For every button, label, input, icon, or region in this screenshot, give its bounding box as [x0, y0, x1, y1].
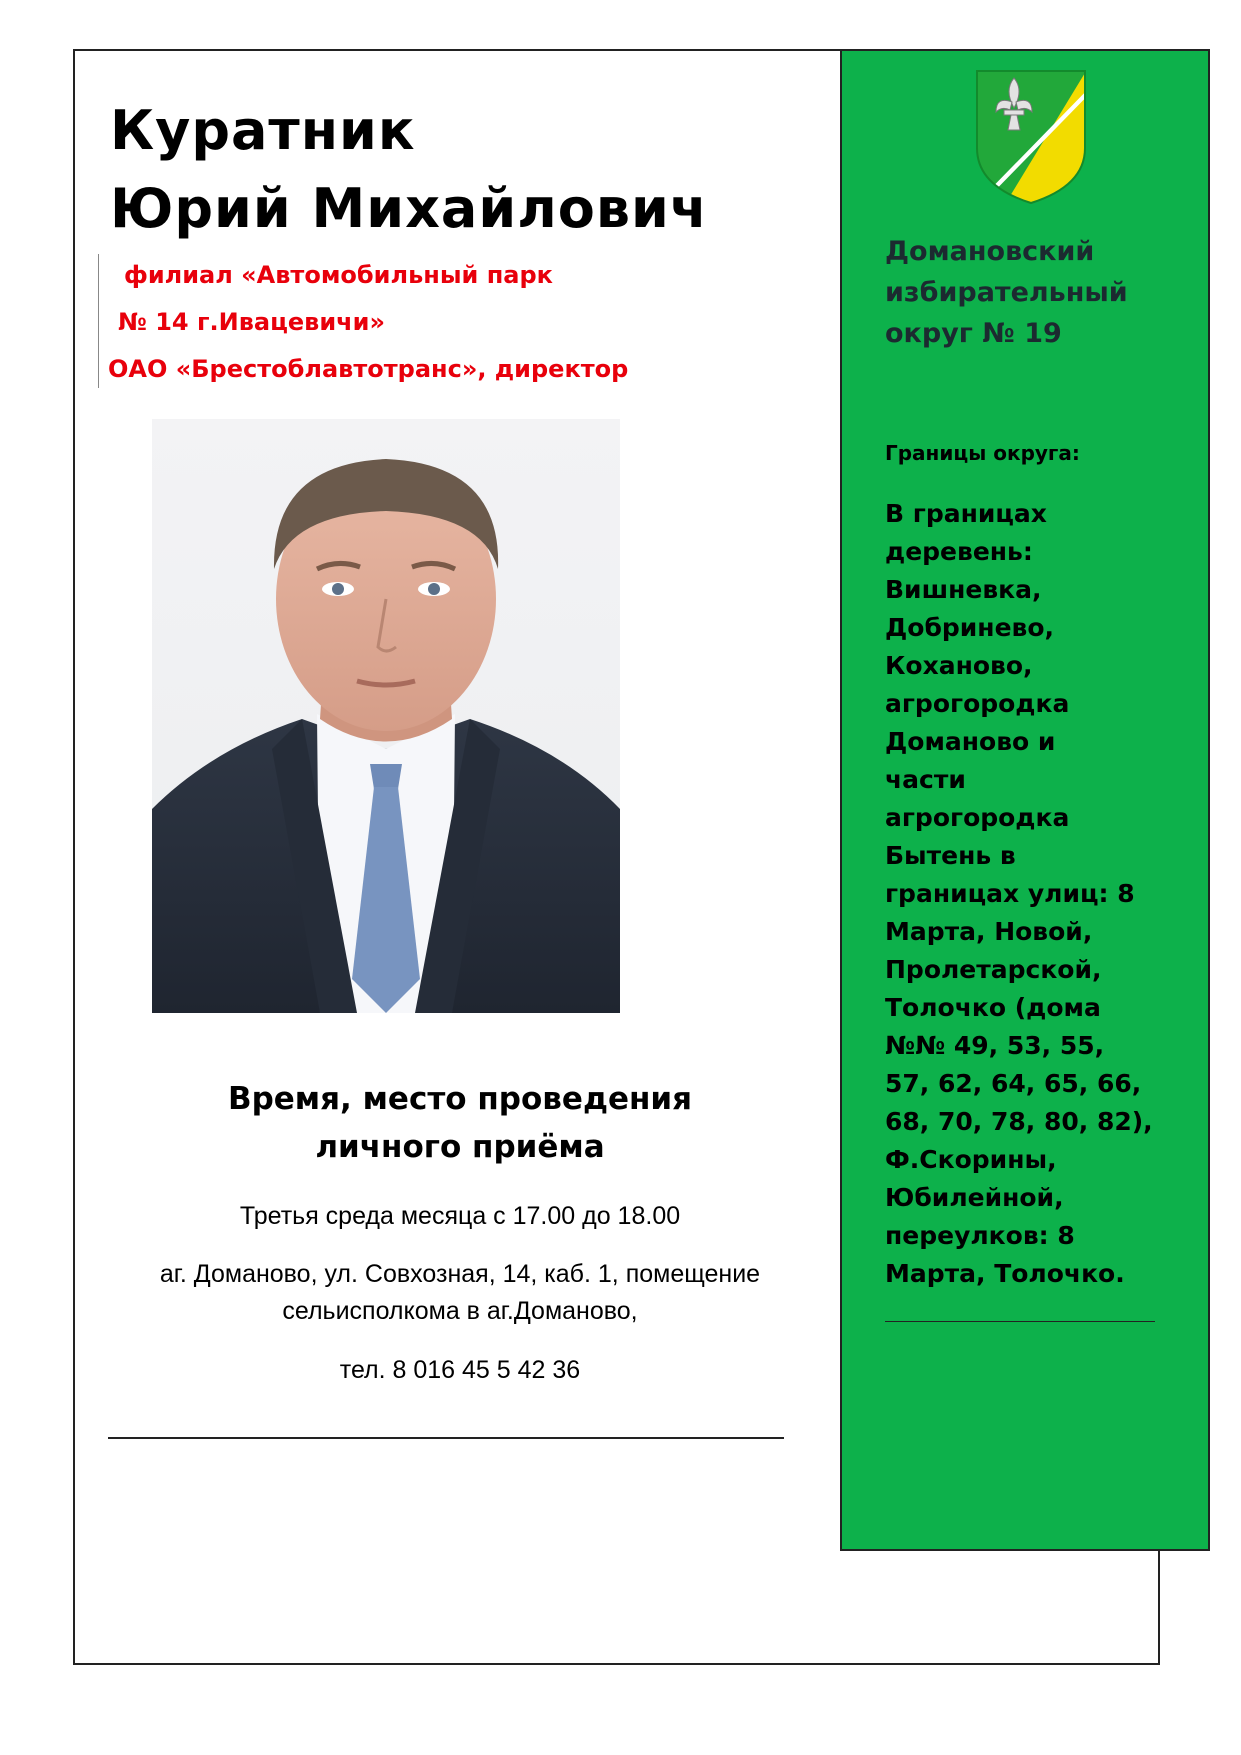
coat-of-arms-icon: [974, 68, 1088, 206]
district-sidebar: [840, 49, 1210, 1551]
boundaries-line: Марта, Новой,: [885, 917, 1093, 946]
reception-title: [130, 1075, 790, 1171]
candidate-surname: Куратник: [110, 99, 416, 162]
reception-time: Третья среда месяца с 17.00 до 18.00: [239, 1202, 681, 1230]
boundaries-line: Ф.Скорины,: [885, 1145, 1057, 1174]
boundaries-line: Бытень в: [885, 841, 1016, 870]
candidate-given-names: Юрий Михайлович: [110, 177, 708, 240]
reception-place-line-1: аг. Доманово, ул. Совхозная, 14, каб. 1, помещение: [159, 1260, 761, 1288]
vertical-divider: [98, 254, 99, 388]
candidate-name: [110, 92, 708, 248]
reception-place-line-2: сельисполкома в аг.Доманово,: [282, 1297, 638, 1325]
boundaries-line: Марта, Толочко.: [885, 1259, 1125, 1288]
boundaries-line: части: [885, 765, 966, 794]
boundaries-line: переулков: 8: [885, 1221, 1075, 1250]
district-line-3: округ № 19: [885, 318, 1062, 349]
position-line-2: № 14 г.Ивацевичи»: [118, 308, 385, 336]
bottom-divider: [108, 1437, 784, 1439]
boundaries-text: [885, 495, 1205, 1293]
boundaries-line: Добринево,: [885, 613, 1055, 642]
district-name: [885, 231, 1128, 354]
boundaries-line: Доманово и: [885, 727, 1056, 756]
district-line-1: Домановский: [885, 236, 1095, 267]
boundaries-title: Границы округа:: [885, 441, 1080, 465]
district-line-2: избирательный: [885, 277, 1128, 308]
boundaries-line: агрогородка: [885, 689, 1070, 718]
portrait-illustration: [152, 419, 620, 1013]
boundaries-line: агрогородка: [885, 803, 1070, 832]
reception-title-line-2: личного приёма: [315, 1129, 605, 1165]
boundaries-line: В границах: [885, 499, 1047, 528]
position-line-1: филиал «Автомобильный парк: [124, 261, 553, 289]
boundaries-line: Коханово,: [885, 651, 1033, 680]
reception-place: [110, 1256, 810, 1330]
boundaries-line: Пролетарской,: [885, 955, 1102, 984]
boundaries-line: №№ 49, 53, 55,: [885, 1031, 1105, 1060]
boundaries-line: деревень:: [885, 537, 1033, 566]
boundaries-line: Юбилейной,: [885, 1183, 1064, 1212]
reception-title-line-1: Время, место проведения: [227, 1081, 693, 1117]
boundaries-line: границах улиц: 8: [885, 879, 1135, 908]
sidebar-divider: [885, 1321, 1155, 1322]
position-line-3: ОАО «Брестоблавтотранс», директор: [108, 355, 629, 383]
candidate-photo: [152, 419, 620, 1013]
candidate-position: [108, 252, 628, 393]
boundaries-line: Толочко (дома: [885, 993, 1101, 1022]
reception-phone: тел. 8 016 45 5 42 36: [339, 1356, 581, 1384]
boundaries-line: 68, 70, 78, 80, 82),: [885, 1107, 1153, 1136]
boundaries-line: Вишневка,: [885, 575, 1042, 604]
boundaries-line: 57, 62, 64, 65, 66,: [885, 1069, 1142, 1098]
